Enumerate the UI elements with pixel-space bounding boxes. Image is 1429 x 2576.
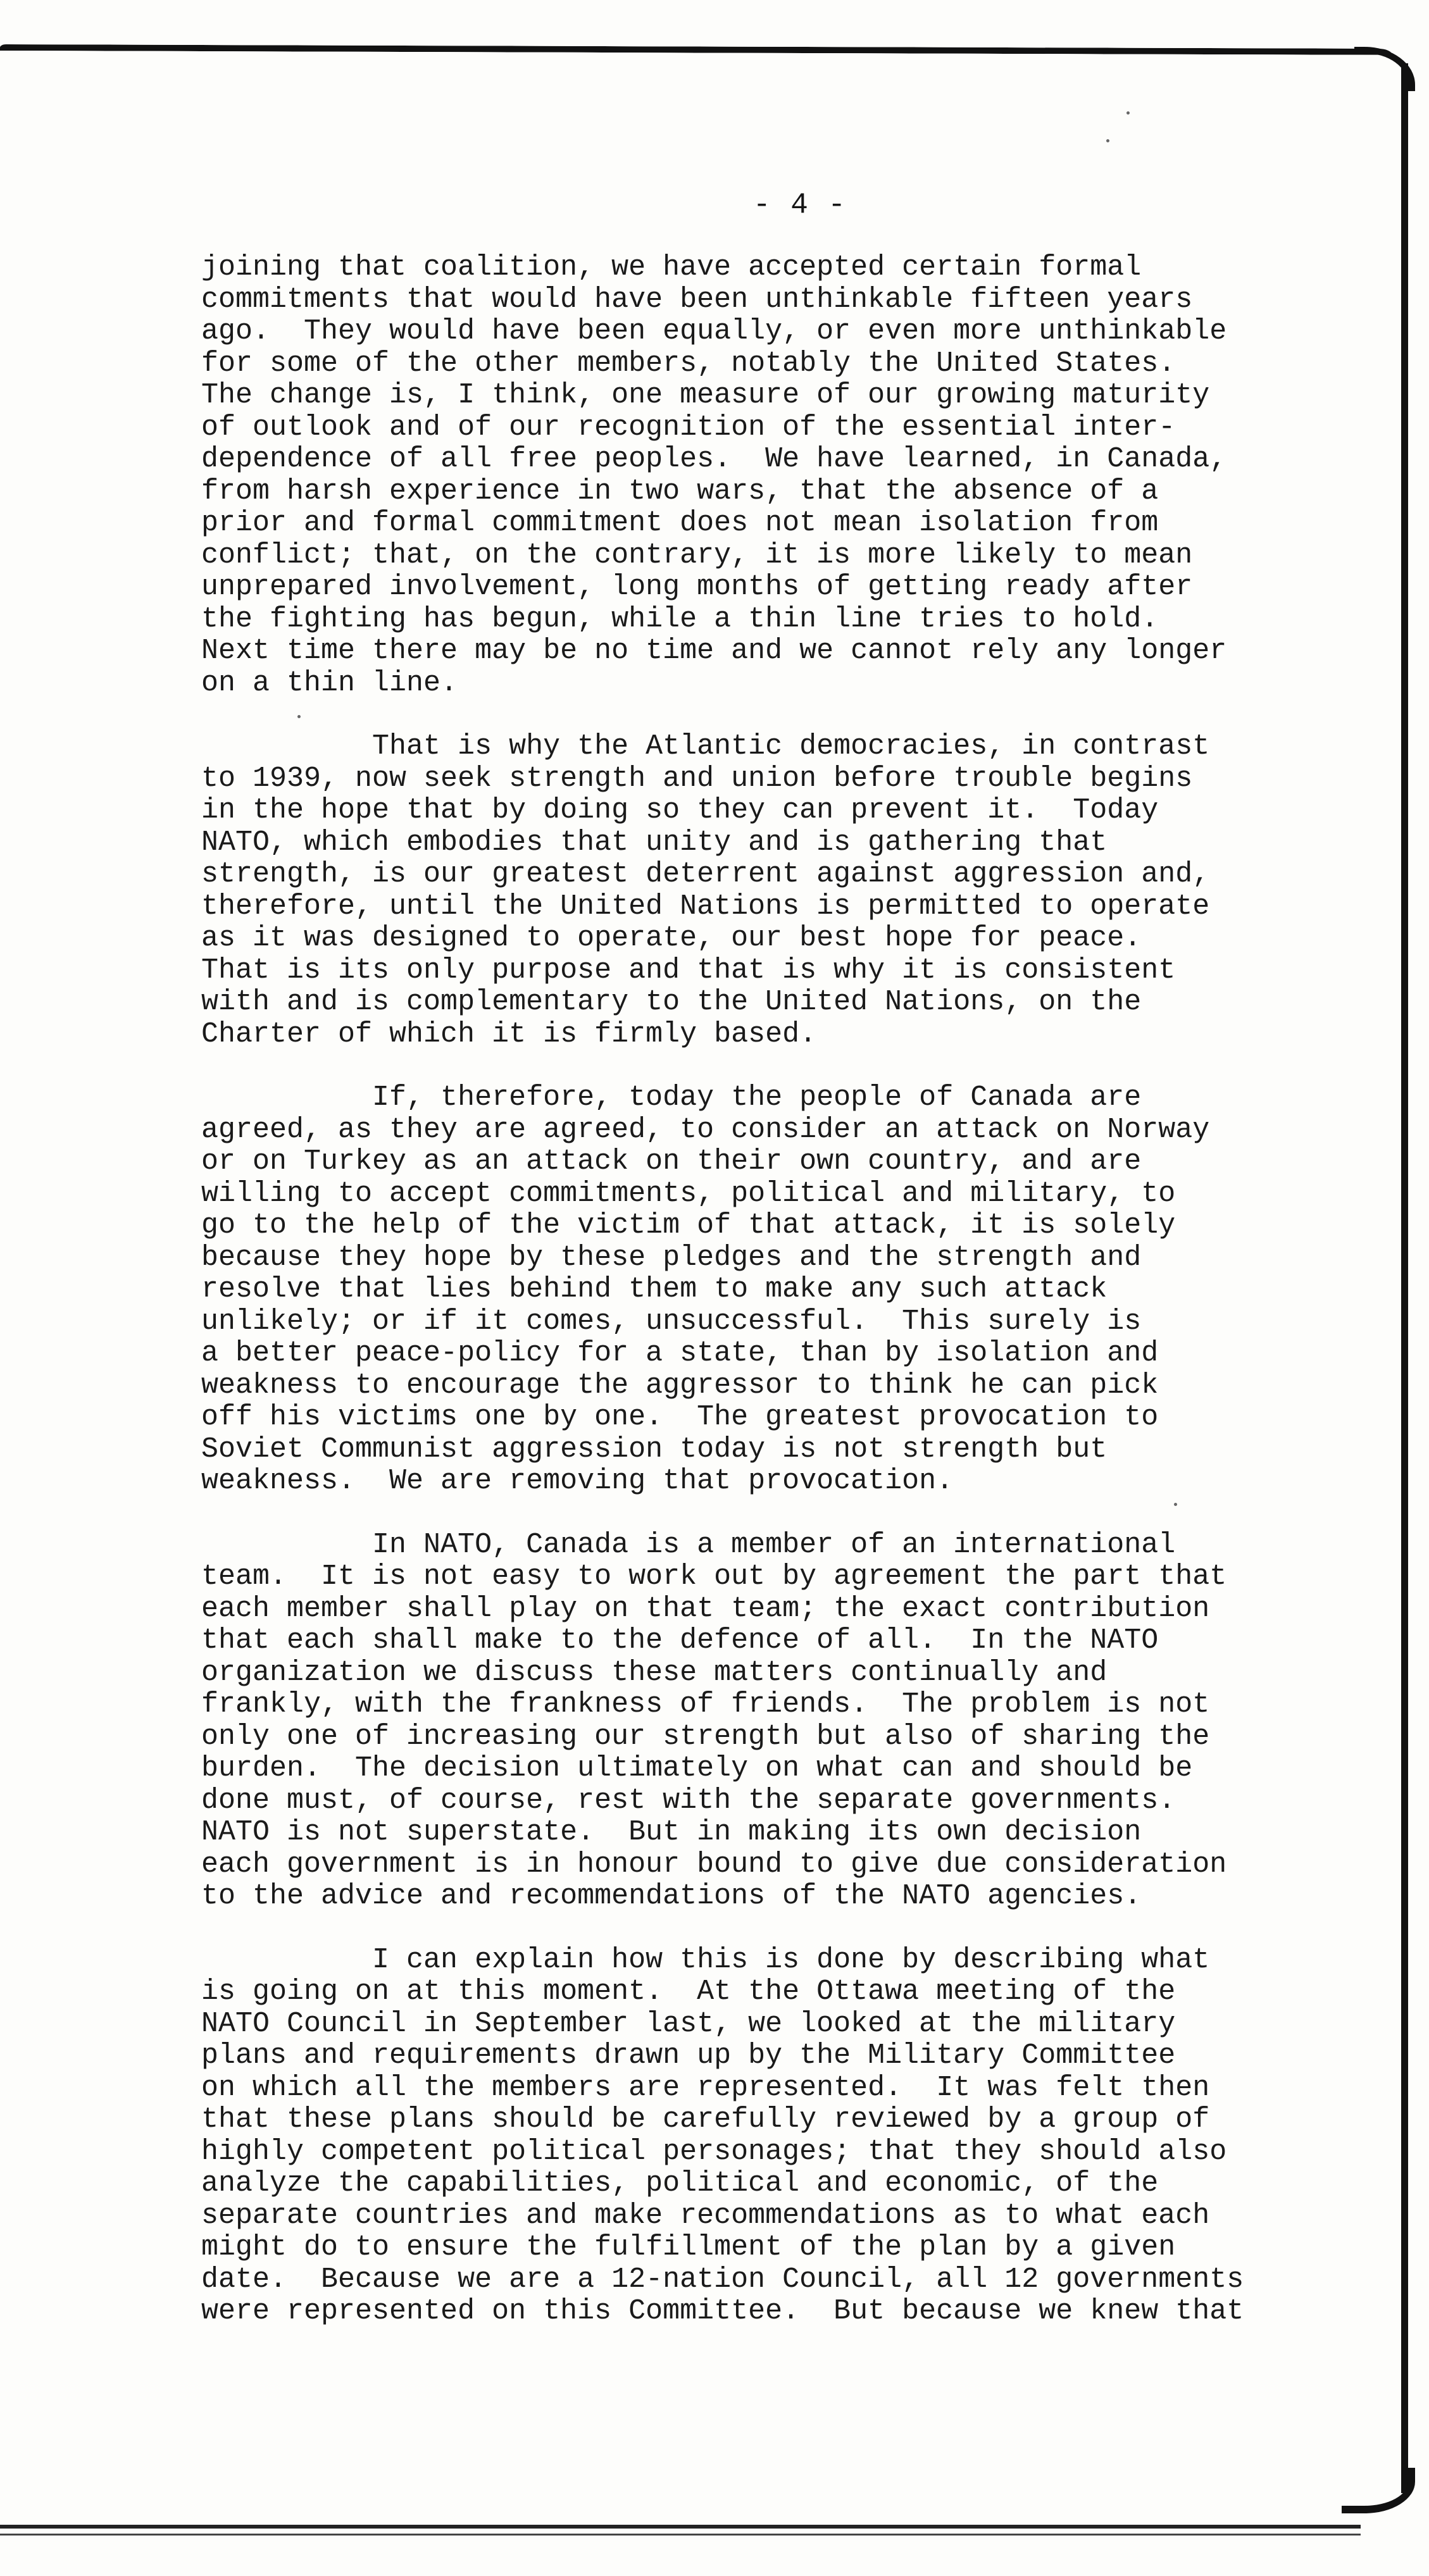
- text-line: that each shall make to the defence of all. In the NATO: [201, 1624, 1159, 1657]
- text-line: as it was designed to operate, our best hope for peace.: [201, 922, 1142, 954]
- text-line: or on Turkey as an attack on their own country, and are: [201, 1145, 1142, 1178]
- text-line: strength, is our greatest deterrent against aggression and,: [201, 858, 1210, 890]
- text-line: organization we discuss these matters continually and: [201, 1656, 1108, 1689]
- text-line: commitments that would have been unthinkable fifteen years: [201, 283, 1193, 316]
- page-border-bottom: [0, 2534, 1361, 2536]
- text-line: with and is complementary to the United Nations, on the: [201, 986, 1142, 1018]
- paragraph: [201, 1529, 1391, 1913]
- text-line: the fighting has begun, while a thin line tries to hold.: [201, 602, 1159, 635]
- body-text: [201, 252, 1391, 2328]
- paragraph: [201, 731, 1391, 1050]
- text-line: to the advice and recommendations of the NATO agencies.: [201, 1880, 1142, 1912]
- text-line: because they hope by these pledges and the strength and: [201, 1241, 1142, 1274]
- text-line: Charter of which it is firmly based.: [201, 1017, 817, 1050]
- scan-speck: [1106, 139, 1109, 142]
- page-border-corner: [1342, 2468, 1415, 2513]
- text-line: agreed, as they are agreed, to consider an attack on Norway: [201, 1113, 1210, 1146]
- text-line: done must, of course, rest with the separate governments.: [201, 1784, 1176, 1817]
- text-line: is going on at this moment. At the Ottawa meeting of the: [201, 1976, 1176, 2008]
- text-line: I can explain how this is done by describing what: [201, 1943, 1210, 1976]
- text-line: from harsh experience in two wars, that the absence of a: [201, 475, 1159, 507]
- text-line: That is its only purpose and that is why it is consistent: [201, 954, 1176, 986]
- text-line: each member shall play on that team; the exact contribution: [201, 1592, 1210, 1625]
- text-line: each government is in honour bound to give due consideration: [201, 1848, 1227, 1881]
- page-border-top: [0, 44, 1392, 55]
- text-line: The change is, I think, one measure of our growing maturity: [201, 379, 1210, 411]
- text-line: therefore, until the United Nations is permitted to operate: [201, 890, 1210, 923]
- text-line: were represented on this Committee. But because we knew that: [201, 2295, 1244, 2327]
- text-line: In NATO, Canada is a member of an international: [201, 1528, 1176, 1561]
- page-border-bottom: [0, 2525, 1361, 2529]
- text-line: in the hope that by doing so they can prevent it. Today: [201, 794, 1159, 826]
- text-line: unlikely; or if it comes, unsuccessful. This surely is: [201, 1305, 1142, 1338]
- text-line: ago. They would have been equally, or even more unthinkable: [201, 315, 1227, 347]
- text-line: conflict; that, on the contrary, it is more likely to mean: [201, 538, 1193, 571]
- text-line: weakness. We are removing that provocation.: [201, 1465, 954, 1497]
- text-line: Soviet Communist aggression today is not strength but: [201, 1433, 1108, 1465]
- text-line: separate countries and make recommendations as to what each: [201, 2199, 1210, 2232]
- text-line: go to the help of the victim of that attack, it is solely: [201, 1209, 1176, 1241]
- text-line: NATO, which embodies that unity and is gathering that: [201, 826, 1108, 859]
- paragraph: [201, 252, 1391, 699]
- text-line: weakness to encourage the aggressor to think he can pick: [201, 1369, 1159, 1402]
- text-line: willing to accept commitments, political and military, to: [201, 1177, 1176, 1210]
- text-line: NATO Council in September last, we looked at the military: [201, 2007, 1176, 2040]
- text-line: plans and requirements drawn up by the Military Committee: [201, 2039, 1176, 2072]
- text-line: might do to ensure the fulfillment of the plan by a given: [201, 2231, 1176, 2263]
- text-line: unprepared involvement, long months of getting ready after: [201, 571, 1193, 603]
- text-line: burden. The decision ultimately on what can and should be: [201, 1752, 1193, 1784]
- paragraph: [201, 1944, 1391, 2328]
- text-line: date. Because we are a 12-nation Council, all 12 governments: [201, 2263, 1244, 2296]
- text-line: Next time there may be no time and we cannot rely any longer: [201, 635, 1227, 667]
- paragraph: [201, 1082, 1391, 1498]
- text-line: on which all the members are represented. It was felt then: [201, 2071, 1210, 2104]
- text-line: NATO is not superstate. But in making its own decision: [201, 1816, 1142, 1848]
- page-border-right: [1401, 63, 1408, 2493]
- text-line: a better peace-policy for a state, than by isolation and: [201, 1337, 1159, 1369]
- text-line: to 1939, now seek strength and union before trouble begins: [201, 762, 1193, 795]
- text-line: off his victims one by one. The greatest provocation to: [201, 1401, 1159, 1433]
- text-line: for some of the other members, notably the United States.: [201, 347, 1176, 380]
- text-line: only one of increasing our strength but also of sharing the: [201, 1720, 1210, 1753]
- text-line: that these plans should be carefully reviewed by a group of: [201, 2103, 1210, 2136]
- text-line: joining that coalition, we have accepted certain formal: [201, 251, 1142, 283]
- text-line: analyze the capabilities, political and economic, of the: [201, 2167, 1159, 2200]
- text-line: resolve that lies behind them to make any such attack: [201, 1273, 1108, 1305]
- text-line: If, therefore, today the people of Canada are: [201, 1081, 1142, 1114]
- text-line: That is why the Atlantic democracies, in contrast: [201, 730, 1210, 762]
- text-line: on a thin line.: [201, 666, 458, 699]
- text-line: team. It is not easy to work out by agreement the part that: [201, 1560, 1227, 1593]
- scan-speck: [1126, 111, 1130, 115]
- text-line: dependence of all free peoples. We have learned, in Canada,: [201, 443, 1227, 475]
- text-line: prior and formal commitment does not mean isolation from: [201, 507, 1159, 539]
- text-line: highly competent political personages; that they should also: [201, 2135, 1227, 2168]
- text-line: frankly, with the frankness of friends. The problem is not: [201, 1688, 1210, 1720]
- text-line: of outlook and of our recognition of the essential inter-: [201, 411, 1176, 444]
- page-number: - 4 -: [753, 189, 847, 221]
